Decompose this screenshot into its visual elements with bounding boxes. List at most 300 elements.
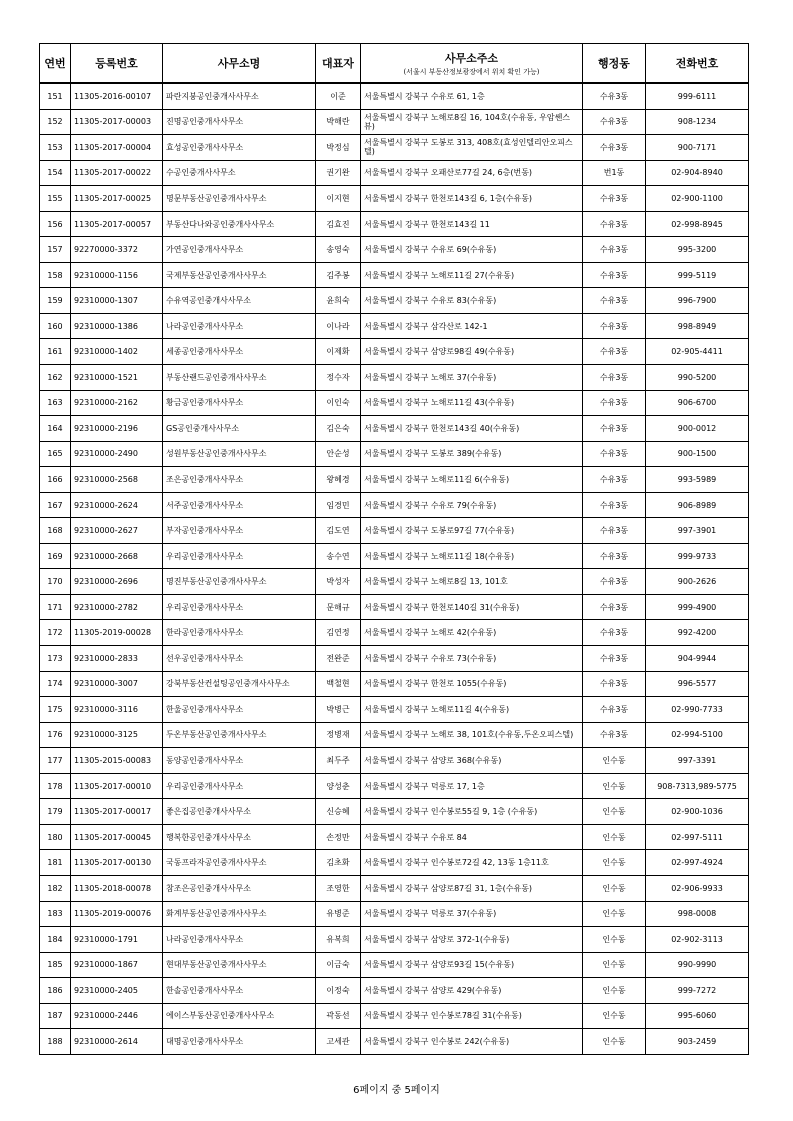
cell-representative: 김주봉	[316, 262, 361, 288]
cell-no: 170	[40, 569, 71, 595]
cell-no: 151	[40, 83, 71, 109]
cell-address: 서울특별시 강북구 노해로 37(수유동)	[361, 365, 583, 391]
cell-district: 수유3동	[583, 313, 646, 339]
cell-address: 서울특별시 강북구 삼양로 429(수유동)	[361, 978, 583, 1004]
cell-office-name: 명문부동산공인중개사사무소	[163, 186, 316, 212]
cell-registration: 11305-2018-00078	[71, 875, 163, 901]
cell-district: 인수동	[583, 901, 646, 927]
cell-address: 서울특별시 강북구 인수봉로72길 42, 13동 1층11호	[361, 850, 583, 876]
cell-district: 수유3동	[583, 697, 646, 723]
cell-representative: 송영숙	[316, 237, 361, 263]
col-header-address	[361, 44, 583, 84]
table-row	[40, 237, 749, 263]
cell-district: 수유3동	[583, 671, 646, 697]
page-footer: 6페이지 중 5페이지	[353, 1085, 440, 1096]
cell-district: 수유3동	[583, 543, 646, 569]
table-row	[40, 135, 749, 161]
cell-representative: 정수자	[316, 365, 361, 391]
cell-phone: 997-3901	[646, 518, 749, 544]
cell-phone: 995-3200	[646, 237, 749, 263]
cell-office-name: 대명공인중개사사무소	[163, 1029, 316, 1055]
cell-address: 서울특별시 강북구 수유로 83(수유동)	[361, 288, 583, 314]
cell-representative: 곽동선	[316, 1003, 361, 1029]
cell-address: 서울특별시 강북구 삼각산로 142-1	[361, 313, 583, 339]
cell-no: 160	[40, 313, 71, 339]
cell-address: 서울특별시 강북구 도봉로 313, 408호(효성인텔리안오피스텔)	[361, 135, 583, 161]
table-body	[40, 83, 749, 1054]
cell-phone: 990-9990	[646, 952, 749, 978]
cell-office-name: 현대부동산공인중개사사무소	[163, 952, 316, 978]
cell-office-name: 조은공인중개사사무소	[163, 467, 316, 493]
cell-phone: 992-4200	[646, 620, 749, 646]
cell-phone: 999-4900	[646, 594, 749, 620]
cell-office-name: 서주공인중개사사무소	[163, 492, 316, 518]
cell-district: 수유3동	[583, 518, 646, 544]
cell-district: 수유3동	[583, 390, 646, 416]
cell-address: 서울특별시 강북구 삼양로 372-1(수유동)	[361, 927, 583, 953]
cell-address: 서울특별시 강북구 인수봉로 242(수유동)	[361, 1029, 583, 1055]
cell-district: 인수동	[583, 824, 646, 850]
cell-registration: 92310000-2490	[71, 441, 163, 467]
table-row	[40, 288, 749, 314]
cell-no: 167	[40, 492, 71, 518]
cell-registration: 92310000-2568	[71, 467, 163, 493]
table-row	[40, 901, 749, 927]
cell-phone: 904-9944	[646, 646, 749, 672]
table-row	[40, 927, 749, 953]
cell-no: 172	[40, 620, 71, 646]
cell-office-name: 가연공인중개사사무소	[163, 237, 316, 263]
cell-phone: 02-904-8940	[646, 160, 749, 186]
cell-representative: 안순성	[316, 441, 361, 467]
cell-district: 수유3동	[583, 722, 646, 748]
cell-office-name: 참조은공인중개사사무소	[163, 875, 316, 901]
cell-registration: 11305-2017-00045	[71, 824, 163, 850]
cell-no: 179	[40, 799, 71, 825]
cell-no: 161	[40, 339, 71, 365]
col-header-phone: 전화번호	[646, 44, 749, 84]
cell-no: 174	[40, 671, 71, 697]
cell-representative: 이나라	[316, 313, 361, 339]
cell-office-name: GS공인중개사사무소	[163, 416, 316, 442]
cell-address: 서울특별시 강북구 노해로11길 27(수유동)	[361, 262, 583, 288]
cell-registration: 11305-2017-00003	[71, 109, 163, 135]
cell-office-name: 수공인중개사사무소	[163, 160, 316, 186]
cell-registration: 92310000-2446	[71, 1003, 163, 1029]
cell-address: 서울특별시 강북구 수유로 84	[361, 824, 583, 850]
cell-address: 서울특별시 강북구 삼양로93길 15(수유동)	[361, 952, 583, 978]
cell-no: 186	[40, 978, 71, 1004]
cell-phone: 906-6700	[646, 390, 749, 416]
cell-representative: 이준	[316, 83, 361, 109]
cell-address: 서울특별시 강북구 인수봉로78길 31(수유동)	[361, 1003, 583, 1029]
cell-office-name: 두온부동산공인중개사사무소	[163, 722, 316, 748]
table-row	[40, 416, 749, 442]
cell-address: 서울특별시 강북구 삼양로98길 49(수유동)	[361, 339, 583, 365]
cell-representative: 이정숙	[316, 978, 361, 1004]
table-row	[40, 799, 749, 825]
table-row	[40, 441, 749, 467]
cell-no: 156	[40, 211, 71, 237]
cell-office-name: 한솔공인중개사사무소	[163, 978, 316, 1004]
cell-registration: 11305-2019-00028	[71, 620, 163, 646]
cell-representative: 양성춘	[316, 773, 361, 799]
cell-representative: 송수연	[316, 543, 361, 569]
table-row	[40, 390, 749, 416]
cell-district: 수유3동	[583, 594, 646, 620]
cell-address: 서울특별시 강북구 덕릉로 17, 1층	[361, 773, 583, 799]
cell-no: 171	[40, 594, 71, 620]
cell-office-name: 우리공인중개사사무소	[163, 594, 316, 620]
cell-registration: 11305-2017-00057	[71, 211, 163, 237]
cell-no: 169	[40, 543, 71, 569]
table-row	[40, 1003, 749, 1029]
cell-office-name: 효성공인중개사사무소	[163, 135, 316, 161]
cell-office-name: 세종공인중개사사무소	[163, 339, 316, 365]
cell-address: 서울특별시 강북구 수유로 73(수유동)	[361, 646, 583, 672]
cell-no: 177	[40, 748, 71, 774]
cell-address: 서울특별시 강북구 노해로8길 13, 101호	[361, 569, 583, 595]
cell-no: 183	[40, 901, 71, 927]
cell-office-name: 나라공인중개사사무소	[163, 927, 316, 953]
cell-office-name: 우리공인중개사사무소	[163, 773, 316, 799]
cell-no: 180	[40, 824, 71, 850]
cell-no: 153	[40, 135, 71, 161]
cell-registration: 92310000-2614	[71, 1029, 163, 1055]
cell-district: 번1동	[583, 160, 646, 186]
cell-phone: 998-0008	[646, 901, 749, 927]
table-row	[40, 569, 749, 595]
address-header-note: (서울시 부동산정보광장에서 위치 확인 가능)	[403, 67, 540, 76]
cell-office-name: 동양공인중개사사무소	[163, 748, 316, 774]
cell-representative: 이금숙	[316, 952, 361, 978]
table-row	[40, 620, 749, 646]
cell-address: 서울특별시 강북구 노해로11길 6(수유동)	[361, 467, 583, 493]
cell-address: 서울특별시 강북구 도봉로 389(수유동)	[361, 441, 583, 467]
cell-registration: 92310000-1307	[71, 288, 163, 314]
table-row	[40, 467, 749, 493]
cell-phone: 02-900-1100	[646, 186, 749, 212]
cell-representative: 이인숙	[316, 390, 361, 416]
cell-registration: 92310000-2162	[71, 390, 163, 416]
cell-phone: 993-5989	[646, 467, 749, 493]
cell-representative: 박병근	[316, 697, 361, 723]
cell-registration: 11305-2017-00010	[71, 773, 163, 799]
cell-address: 서울특별시 강북구 노해로 42(수유동)	[361, 620, 583, 646]
table-row	[40, 671, 749, 697]
cell-no: 176	[40, 722, 71, 748]
table-row	[40, 875, 749, 901]
cell-phone: 900-1500	[646, 441, 749, 467]
cell-district: 수유3동	[583, 416, 646, 442]
table-row	[40, 646, 749, 672]
table-row	[40, 824, 749, 850]
cell-registration: 92310000-2624	[71, 492, 163, 518]
cell-office-name: 명진부동산공인중개사사무소	[163, 569, 316, 595]
cell-phone: 02-900-1036	[646, 799, 749, 825]
table-row	[40, 339, 749, 365]
table-row	[40, 543, 749, 569]
cell-address: 서울특별시 강북구 한천로143길 40(수유동)	[361, 416, 583, 442]
cell-office-name: 에이스부동산공인중개사사무소	[163, 1003, 316, 1029]
cell-address: 서울특별시 강북구 수유로 69(수유동)	[361, 237, 583, 263]
cell-address: 서울특별시 강북구 인수봉로55길 9, 1층 (수유동)	[361, 799, 583, 825]
cell-office-name: 한울공인중개사사무소	[163, 697, 316, 723]
brokerage-table	[39, 43, 749, 1055]
cell-registration: 11305-2017-00017	[71, 799, 163, 825]
cell-district: 수유3동	[583, 109, 646, 135]
cell-registration: 11305-2016-00107	[71, 83, 163, 109]
cell-phone: 908-1234	[646, 109, 749, 135]
cell-representative: 손정만	[316, 824, 361, 850]
col-header-representative: 대표자	[316, 44, 361, 84]
cell-district: 인수동	[583, 952, 646, 978]
cell-phone: 996-7900	[646, 288, 749, 314]
cell-phone: 02-906-9933	[646, 875, 749, 901]
table-row	[40, 211, 749, 237]
table-row	[40, 978, 749, 1004]
cell-registration: 92270000-3372	[71, 237, 163, 263]
cell-office-name: 진명공인중개사사무소	[163, 109, 316, 135]
table-row	[40, 518, 749, 544]
cell-no: 157	[40, 237, 71, 263]
cell-office-name: 한라공인중개사사무소	[163, 620, 316, 646]
cell-no: 178	[40, 773, 71, 799]
cell-representative: 이지현	[316, 186, 361, 212]
cell-phone: 995-6060	[646, 1003, 749, 1029]
cell-registration: 11305-2017-00130	[71, 850, 163, 876]
cell-address: 서울특별시 강북구 한천로 1055(수유동)	[361, 671, 583, 697]
col-header-district: 행정동	[583, 44, 646, 84]
cell-phone: 998-8949	[646, 313, 749, 339]
cell-phone: 906-8989	[646, 492, 749, 518]
cell-representative: 정병재	[316, 722, 361, 748]
cell-representative: 권기완	[316, 160, 361, 186]
cell-registration: 92310000-1791	[71, 927, 163, 953]
cell-phone: 996-5577	[646, 671, 749, 697]
cell-district: 인수동	[583, 978, 646, 1004]
cell-registration: 92310000-2782	[71, 594, 163, 620]
cell-registration: 92310000-1402	[71, 339, 163, 365]
cell-representative: 김초화	[316, 850, 361, 876]
cell-registration: 92310000-3116	[71, 697, 163, 723]
col-header-registration: 등록번호	[71, 44, 163, 84]
cell-registration: 11305-2019-00076	[71, 901, 163, 927]
cell-no: 155	[40, 186, 71, 212]
cell-district: 인수동	[583, 850, 646, 876]
cell-representative: 김효진	[316, 211, 361, 237]
cell-office-name: 화계부동산공인중개사사무소	[163, 901, 316, 927]
cell-district: 수유3동	[583, 365, 646, 391]
table-row	[40, 313, 749, 339]
cell-address: 서울특별시 강북구 도봉로97길 77(수유동)	[361, 518, 583, 544]
cell-district: 수유3동	[583, 646, 646, 672]
cell-no: 185	[40, 952, 71, 978]
cell-registration: 92310000-2627	[71, 518, 163, 544]
cell-registration: 92310000-2696	[71, 569, 163, 595]
cell-office-name: 부자공인중개사사무소	[163, 518, 316, 544]
cell-address: 서울특별시 강북구 노해로8길 16, 104호(수유동, 우암쎈스뷰)	[361, 109, 583, 135]
cell-address: 서울특별시 강북구 수유로 61, 1층	[361, 83, 583, 109]
cell-phone: 02-997-4924	[646, 850, 749, 876]
cell-registration: 11305-2017-00022	[71, 160, 163, 186]
cell-district: 수유3동	[583, 83, 646, 109]
cell-district: 수유3동	[583, 262, 646, 288]
cell-district: 인수동	[583, 927, 646, 953]
table-row	[40, 1029, 749, 1055]
cell-phone: 900-0012	[646, 416, 749, 442]
table-row	[40, 160, 749, 186]
cell-district: 수유3동	[583, 135, 646, 161]
cell-no: 162	[40, 365, 71, 391]
cell-district: 인수동	[583, 799, 646, 825]
cell-address: 서울특별시 강북구 한천로143길 11	[361, 211, 583, 237]
cell-district: 인수동	[583, 875, 646, 901]
cell-registration: 92310000-3125	[71, 722, 163, 748]
cell-address: 서울특별시 강북구 수유로 79(수유동)	[361, 492, 583, 518]
table-row	[40, 109, 749, 135]
cell-phone: 997-3391	[646, 748, 749, 774]
cell-no: 158	[40, 262, 71, 288]
cell-district: 수유3동	[583, 467, 646, 493]
cell-phone: 903-2459	[646, 1029, 749, 1055]
cell-district: 수유3동	[583, 492, 646, 518]
table-row	[40, 748, 749, 774]
cell-representative: 박정심	[316, 135, 361, 161]
cell-registration: 92310000-3007	[71, 671, 163, 697]
table-row	[40, 492, 749, 518]
cell-district: 수유3동	[583, 569, 646, 595]
cell-no: 164	[40, 416, 71, 442]
cell-representative: 문해규	[316, 594, 361, 620]
cell-no: 187	[40, 1003, 71, 1029]
cell-no: 168	[40, 518, 71, 544]
cell-no: 166	[40, 467, 71, 493]
cell-district: 수유3동	[583, 237, 646, 263]
cell-office-name: 황금공인중개사사무소	[163, 390, 316, 416]
cell-address: 서울특별시 강북구 노해로11길 4(수유동)	[361, 697, 583, 723]
cell-no: 173	[40, 646, 71, 672]
cell-address: 서울특별시 강북구 노해로 38, 101호(수유동,두온오피스텔)	[361, 722, 583, 748]
cell-office-name: 파란지붕공인중개사사무소	[163, 83, 316, 109]
cell-address: 서울특별시 강북구 한천로140길 31(수유동)	[361, 594, 583, 620]
cell-representative: 김도연	[316, 518, 361, 544]
cell-no: 159	[40, 288, 71, 314]
cell-no: 188	[40, 1029, 71, 1055]
cell-phone: 02-997-5111	[646, 824, 749, 850]
cell-phone: 999-5119	[646, 262, 749, 288]
cell-district: 수유3동	[583, 288, 646, 314]
address-header-title: 사무소주소	[444, 51, 499, 65]
cell-registration: 92310000-1521	[71, 365, 163, 391]
cell-representative: 왕혜경	[316, 467, 361, 493]
cell-representative: 이제화	[316, 339, 361, 365]
cell-district: 수유3동	[583, 441, 646, 467]
cell-representative: 백철현	[316, 671, 361, 697]
cell-phone: 908-7313,989-5775	[646, 773, 749, 799]
cell-office-name: 나라공인중개사사무소	[163, 313, 316, 339]
cell-district: 수유3동	[583, 211, 646, 237]
cell-representative: 유병준	[316, 901, 361, 927]
cell-district: 인수동	[583, 748, 646, 774]
cell-representative: 김연정	[316, 620, 361, 646]
cell-representative: 고세관	[316, 1029, 361, 1055]
cell-address: 서울특별시 강북구 삼양로 368(수유동)	[361, 748, 583, 774]
cell-address: 서울특별시 강북구 오패산로77길 24, 6층(번동)	[361, 160, 583, 186]
cell-phone: 02-990-7733	[646, 697, 749, 723]
cell-representative: 김은숙	[316, 416, 361, 442]
cell-no: 154	[40, 160, 71, 186]
cell-phone: 02-902-3113	[646, 927, 749, 953]
cell-address: 서울특별시 강북구 덕릉로 37(수유동)	[361, 901, 583, 927]
header-row	[40, 44, 749, 84]
cell-registration: 92310000-2668	[71, 543, 163, 569]
cell-office-name: 부동산다나와공인중개사사무소	[163, 211, 316, 237]
cell-no: 165	[40, 441, 71, 467]
cell-representative: 최두주	[316, 748, 361, 774]
cell-representative: 신승혜	[316, 799, 361, 825]
cell-phone: 999-9733	[646, 543, 749, 569]
cell-office-name: 부동산랜드공인중개사사무소	[163, 365, 316, 391]
cell-registration: 92310000-1156	[71, 262, 163, 288]
cell-phone: 900-2626	[646, 569, 749, 595]
cell-phone: 999-6111	[646, 83, 749, 109]
cell-no: 184	[40, 927, 71, 953]
table-row	[40, 262, 749, 288]
cell-representative: 박성자	[316, 569, 361, 595]
col-header-no: 연번	[40, 44, 71, 84]
cell-district: 수유3동	[583, 339, 646, 365]
table-row	[40, 186, 749, 212]
cell-office-name: 성원부동산공인중개사사무소	[163, 441, 316, 467]
cell-district: 인수동	[583, 1003, 646, 1029]
cell-phone: 02-905-4411	[646, 339, 749, 365]
cell-registration: 92310000-2196	[71, 416, 163, 442]
cell-office-name: 우리공인중개사사무소	[163, 543, 316, 569]
cell-office-name: 수유역공인중개사사무소	[163, 288, 316, 314]
table-row	[40, 594, 749, 620]
cell-address: 서울특별시 강북구 한천로143길 6, 1층(수유동)	[361, 186, 583, 212]
cell-registration: 11305-2015-00083	[71, 748, 163, 774]
cell-representative: 유복희	[316, 927, 361, 953]
table-row	[40, 365, 749, 391]
cell-no: 182	[40, 875, 71, 901]
cell-phone: 900-7171	[646, 135, 749, 161]
cell-registration: 92310000-1386	[71, 313, 163, 339]
cell-registration: 11305-2017-00025	[71, 186, 163, 212]
cell-phone: 02-994-5100	[646, 722, 749, 748]
cell-office-name: 국제부동산공인중개사사무소	[163, 262, 316, 288]
cell-representative: 임경민	[316, 492, 361, 518]
cell-phone: 999-7272	[646, 978, 749, 1004]
cell-representative: 조영한	[316, 875, 361, 901]
col-header-office-name: 사무소명	[163, 44, 316, 84]
table-row	[40, 722, 749, 748]
cell-district: 인수동	[583, 773, 646, 799]
table-row	[40, 83, 749, 109]
cell-registration: 92310000-2833	[71, 646, 163, 672]
cell-district: 인수동	[583, 1029, 646, 1055]
cell-registration: 92310000-1867	[71, 952, 163, 978]
cell-office-name: 행복한공인중개사사무소	[163, 824, 316, 850]
cell-phone: 02-998-8945	[646, 211, 749, 237]
cell-office-name: 강북부동산컨설팅공인중개사사무소	[163, 671, 316, 697]
table-row	[40, 952, 749, 978]
cell-office-name: 국동프라자공인중개사사무소	[163, 850, 316, 876]
table-row	[40, 697, 749, 723]
cell-no: 175	[40, 697, 71, 723]
cell-representative: 박해란	[316, 109, 361, 135]
